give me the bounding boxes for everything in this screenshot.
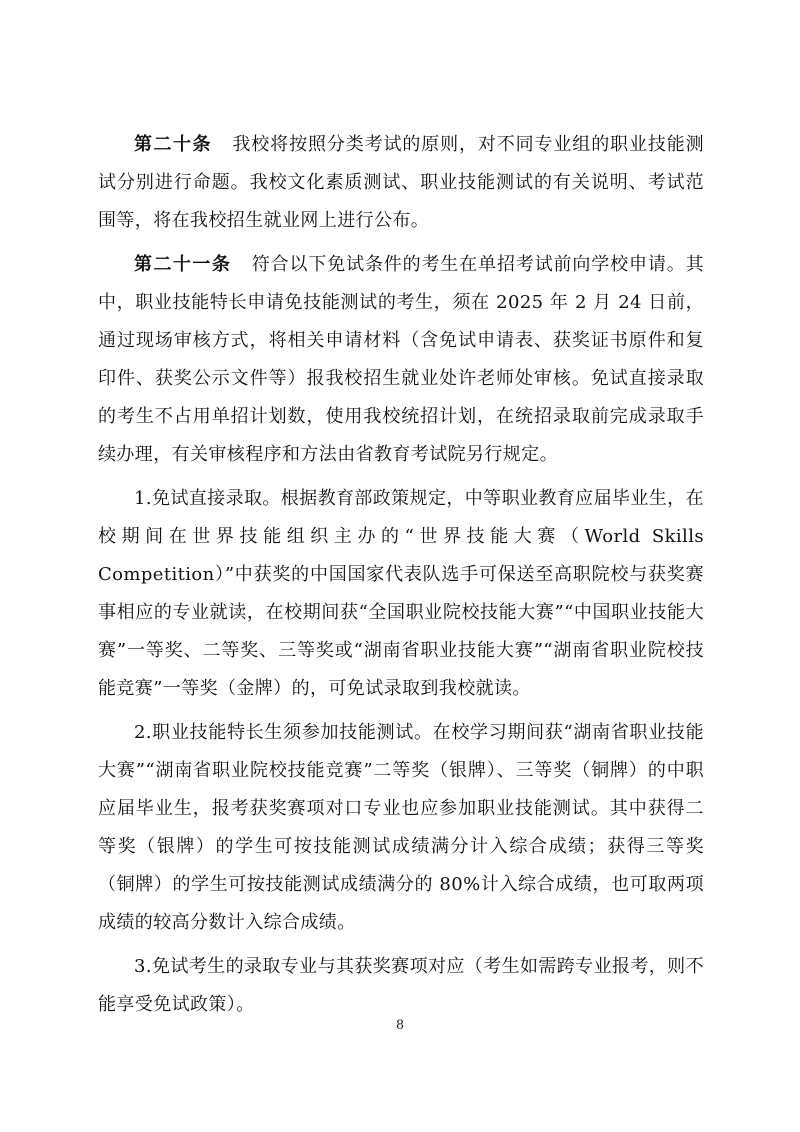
article-21-heading: 第二十一条: [134, 254, 232, 275]
item-2-text: 2.职业技能特长生须参加技能测试。在校学习期间获“湖南省职业技能大赛”“湖南省职业院校技能竞赛”二等奖（银牌）、三等奖（铜牌）的中职应届毕业生，报考获奖赛项对口专业也应参加职业技能测试。其中获得二等奖（银牌）的学生可按技能测试成绩满分计入综合成绩；获得三等奖（铜牌）的学生可按技能测试成绩满分的 80%计入综合成绩，也可取两项成绩的较高分数计入综合成绩。: [98, 722, 704, 933]
document-body: [98, 126, 704, 1030]
item-1-paragraph: [98, 480, 704, 708]
article-20-paragraph: [98, 126, 704, 240]
item-3-paragraph: [98, 948, 704, 1024]
article-21-text: 符合以下免试条件的考生在单招考试前向学校申请。其中，职业技能特长申请免技能测试的考生，须在 2025 年 2 月 24 日前，通过现场审核方式，将相关申请材料（含免试申请表、获奖证书原件和复印件、获奖公示文件等）报我校招生就业处许老师处审核。免试直接录取的考生不占用单招计划数，使用我校统招计划，在统招录取前完成录取手续办理，有关审核程序和方法由省教育考试院另行规定。: [98, 254, 704, 465]
article-20-heading: 第二十条: [134, 134, 212, 155]
item-3-text: 3.免试考生的录取专业与其获奖赛项对应（考生如需跨专业报考，则不能享受免试政策）。: [98, 956, 704, 1015]
page-number: 8: [395, 1018, 405, 1033]
item-2-paragraph: [98, 714, 704, 942]
article-20-text: 我校将按照分类考试的原则，对不同专业组的职业技能测试分别进行命题。我校文化素质测试、职业技能测试的有关说明、考试范围等，将在我校招生就业网上进行公布。: [98, 134, 705, 231]
article-21-paragraph: [98, 246, 704, 474]
item-1-text: 1.免试直接录取。根据教育部政策规定，中等职业教育应届毕业生，在校期间在世界技能组织主办的“世界技能大赛（World Skills Competition）”中获奖的中国国家代表队选手可保送至高职院校与获奖赛事相应的专业就读，在校期间获“全国职业院校技能大赛”“中国职业技能大赛”一等奖、二等奖、三等奖或“湖南省职业技能大赛”“湖南省职业院校技能竞赛”一等奖（金牌）的，可免试录取到我校就读。: [98, 488, 704, 699]
